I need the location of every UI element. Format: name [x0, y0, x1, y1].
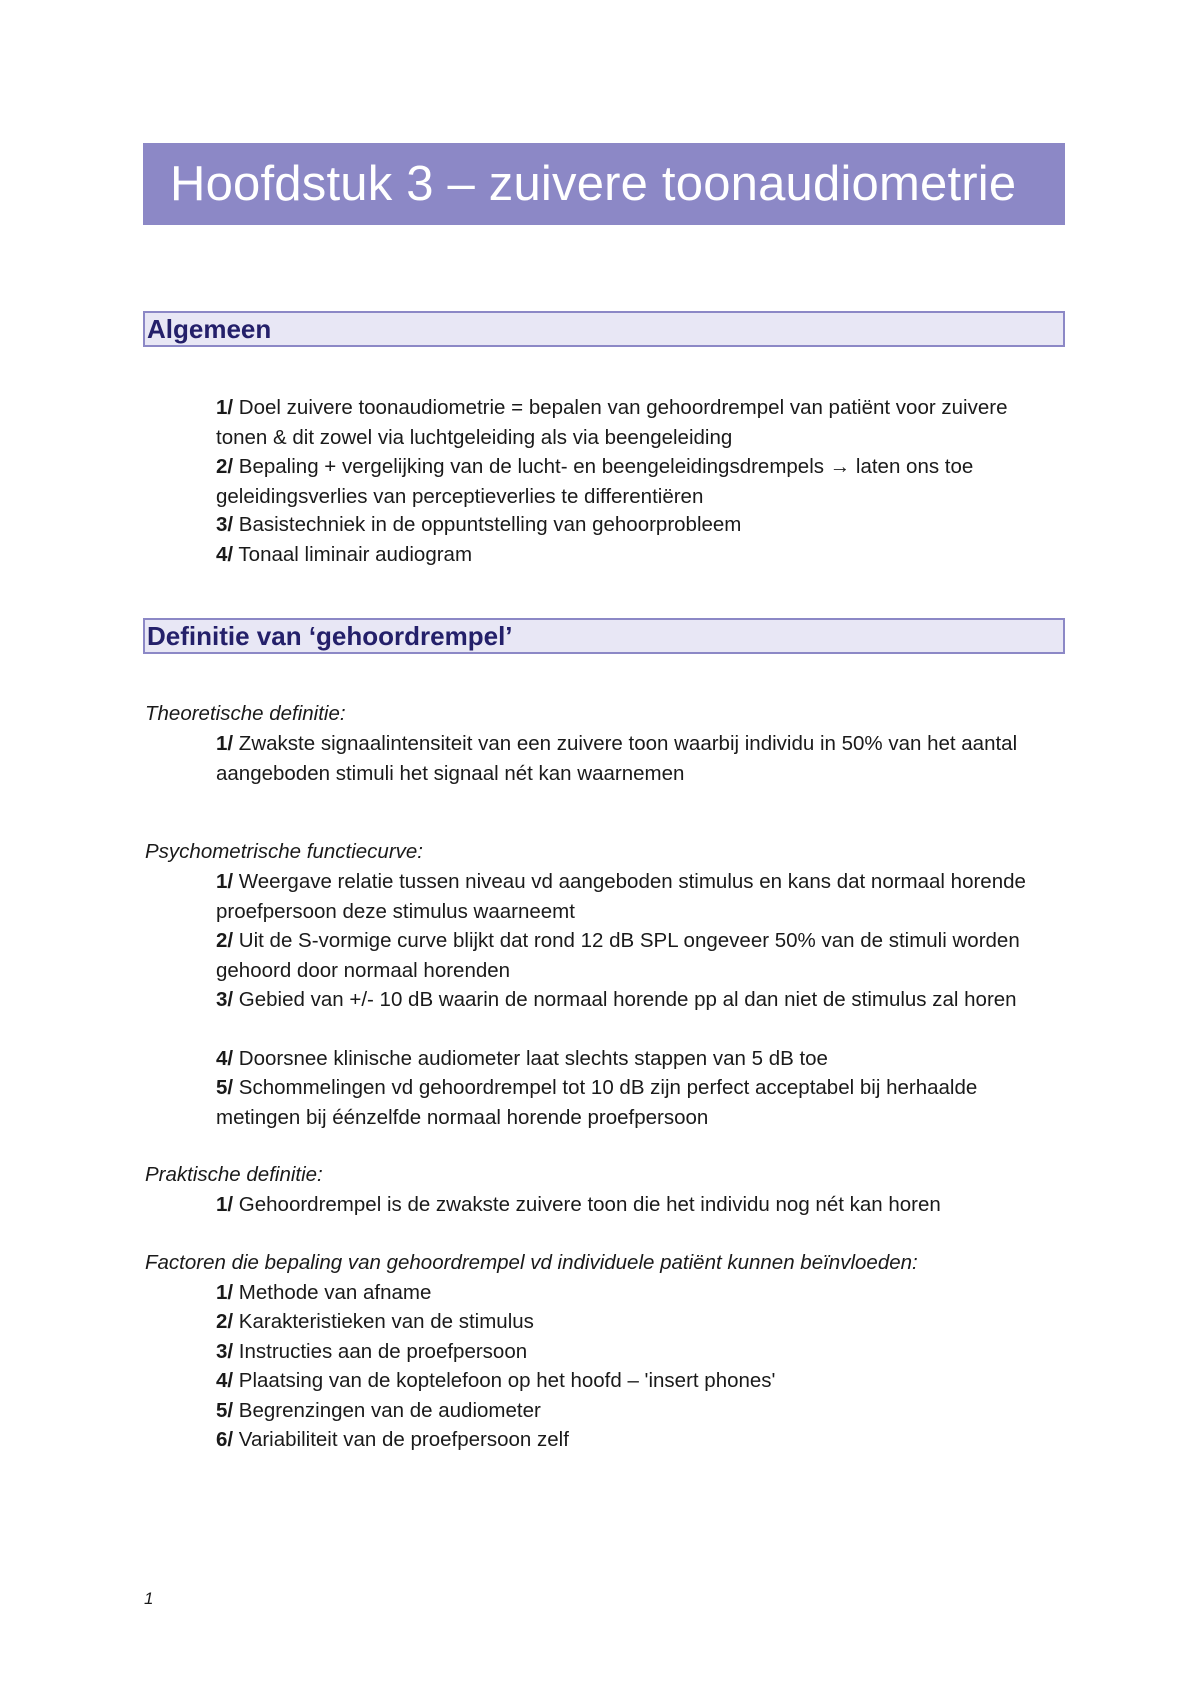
item-text: Instructies aan de proefpersoon — [233, 1340, 528, 1363]
chapter-title-banner — [143, 143, 1065, 225]
list-item — [216, 1278, 1056, 1308]
section-heading-text: Definitie van ‘gehoordrempel’ — [147, 620, 513, 651]
item-number: 4/ — [216, 1047, 234, 1070]
subsection-label: Praktische definitie: — [145, 1163, 323, 1186]
item-text: Methode van afname — [233, 1281, 432, 1304]
item-number: 2/ — [216, 929, 234, 952]
chapter-title: Hoofdstuk 3 – zuivere toonaudiometrie — [170, 157, 1017, 211]
list-item — [216, 867, 1056, 926]
item-text: Basistechniek in de oppuntstelling van gehoorprobleem — [233, 513, 742, 536]
item-text: Plaatsing van de koptelefoon op het hoofd – 'insert phones' — [233, 1369, 776, 1392]
item-number: 3/ — [216, 513, 234, 536]
item-text: Begrenzingen van de audiometer — [233, 1399, 541, 1422]
item-number: 1/ — [216, 732, 234, 755]
list-item — [216, 926, 1056, 985]
list-item — [216, 1190, 1056, 1220]
item-number: 5/ — [216, 1399, 234, 1422]
list-item — [216, 729, 1056, 788]
subsection-label: Theoretische definitie: — [145, 702, 346, 725]
list-item — [216, 1073, 1056, 1132]
item-text: Doorsnee klinische audiometer laat slechts stappen van 5 dB toe — [233, 1047, 828, 1070]
subsection-label: Factoren die bepaling van gehoordrempel vd individuele patiënt kunnen beïnvloeden: — [145, 1251, 918, 1274]
section-heading-definitie — [143, 618, 1065, 654]
item-text: Gebied van +/- 10 dB waarin de normaal horende pp al dan niet de stimulus zal horen — [233, 988, 1017, 1011]
list-item — [216, 393, 1056, 452]
item-number: 5/ — [216, 1076, 234, 1099]
list-item — [216, 1366, 1056, 1396]
item-text: Tonaal liminair audiogram — [233, 543, 473, 566]
item-number: 2/ — [216, 455, 234, 478]
item-number: 3/ — [216, 988, 234, 1011]
item-text: Zwakste signaalintensiteit van een zuivere toon waarbij individu in 50% van het aantal aangeboden stimuli het signaal nét kan waarnemen — [216, 732, 1018, 785]
subsection-label: Psychometrische functiecurve: — [145, 840, 424, 863]
item-text: Bepaling + vergelijking van de lucht- en beengeleidingsdrempels → laten ons toe geleidingsverlies van perceptieverlies te differentiëren — [216, 455, 974, 508]
item-number: 4/ — [216, 1369, 234, 1392]
section-heading-algemeen — [143, 311, 1065, 347]
section-heading-text: Algemeen — [147, 313, 272, 344]
item-text: Weergave relatie tussen niveau vd aangeboden stimulus en kans dat normaal horende proefpersoon deze stimulus waarneemt — [216, 870, 1026, 923]
page-number: 1 — [144, 1589, 154, 1608]
item-text: Schommelingen vd gehoordrempel tot 10 dB zijn perfect acceptabel bij herhaalde metingen bij éénzelfde normaal horende proefpersoon — [216, 1076, 978, 1129]
item-text: Uit de S-vormige curve blijkt dat rond 12 dB SPL ongeveer 50% van de stimuli worden gehoord door normaal horenden — [216, 929, 1020, 982]
item-number: 2/ — [216, 1310, 234, 1333]
list-item — [216, 510, 1056, 540]
item-number: 3/ — [216, 1340, 234, 1363]
item-text: Gehoordrempel is de zwakste zuivere toon die het individu nog nét kan horen — [233, 1193, 941, 1216]
list-item — [216, 985, 1056, 1015]
list-item — [216, 452, 1056, 511]
item-number: 1/ — [216, 1281, 234, 1304]
list-item — [216, 1307, 1056, 1337]
list-item — [216, 1396, 1056, 1426]
item-number: 1/ — [216, 870, 234, 893]
item-text: Variabiliteit van de proefpersoon zelf — [233, 1428, 569, 1451]
list-item — [216, 1425, 1056, 1455]
list-item — [216, 540, 1056, 570]
item-number: 1/ — [216, 1193, 234, 1216]
item-text: Doel zuivere toonaudiometrie = bepalen van gehoordrempel van patiënt voor zuivere tonen & dit zowel via luchtgeleiding als via beengeleiding — [216, 396, 1008, 449]
item-text: Karakteristieken van de stimulus — [233, 1310, 534, 1333]
item-number: 4/ — [216, 543, 234, 566]
list-item — [216, 1337, 1056, 1367]
item-number: 6/ — [216, 1428, 234, 1451]
list-item — [216, 1044, 1056, 1074]
item-number: 1/ — [216, 396, 234, 419]
